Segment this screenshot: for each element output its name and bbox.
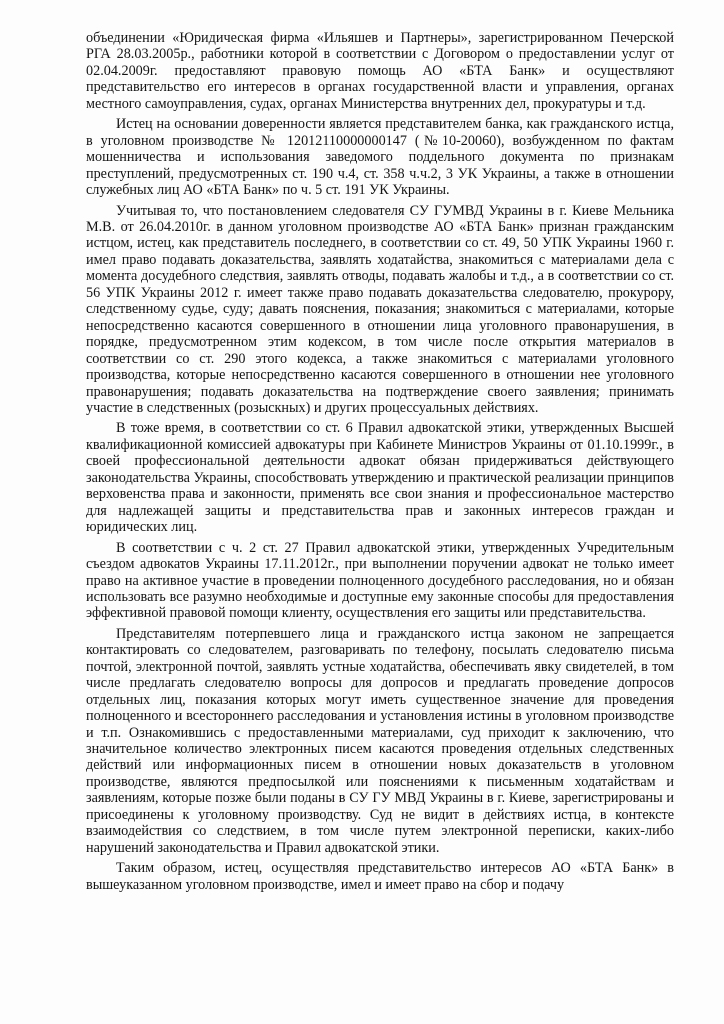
paragraph-civil-plaintiff-rights: Учитывая то, что постановлением следователя СУ ГУМВД Украины в г. Киеве Мельника М.В. от 26.04.2010г. в данном уголовном производстве АО «БТА Банк» признан гражданским истцом, истец, как представитель последнего, в соответствии со ст. 49, 50 УПК Украины 1960 г. имел право подавать доказательства, заявлять ходатайства, знакомиться с материалами дела с момента досудебного следствия, заявлять отводы, подавать жалобы и т.д., а в соответствии со ст. 56 УПК Украины 2012 г. имеет также право подавать доказательства следователю, прокурору, следственному судье, суду; давать пояснения, показания; знакомиться с материалами, которые непосредственно касаются совершенного в отношении лица уголовного правонарушения, в порядке, предусмотренном этим кодексом, в том числе после открытия материалов в соответствии со ст. 290 этого кодекса, а также знакомиться с материалами уголовного производства, которые непосредственно касаются совершенного в отношении нее уголовного правонарушения; подавать доказательства на подтверждение своего заявления; принимать участие в следственных (розыскных) и других процессуальных действиях. <box>86 202 674 416</box>
paragraph-representative-contacts: Представителям потерпевшего лица и гражданского истца законом не запрещается контактировать со следователем, разговаривать по телефону, посылать следователю письма почтой, электронной почтой, заявлять устные ходатайства, обеспечивать явку свидетелей, в том числе предлагать следователю вопросы для допросов и предлагать проведение допросов отдельных лиц, показания которых могут иметь существенное значение для проведения полноценного и всестороннего расследования и установления истины в уголовном производстве и т.п. Ознакомившись с предоставленными материалами, суд приходит к заключению, что значительное количество электронных писем касаются проведения отдельных следственных действий или информационных писем в отношении новых доказательств в уголовном производстве, являются предпосылкой или пояснениями к письменным ходатайствам и заявлениям, которые позже были поданы в СУ ГУ МВД Украины в г. Киеве, зарегистрированы и присоединены к уголовному производству. Суд не видит в действиях истца, в контексте взаимодействия со следствием, в том числе путем электронной переписки, каких-либо нарушений законодательства и Правил адвокатской этики. <box>86 625 674 856</box>
paragraph-ethics-rules-1999: В тоже время, в соответствии со ст. 6 Правил адвокатской этики, утвержденных Высшей квалификационной комиссией адвокатуры при Кабинете Министров Украины от 01.10.1999г., в своей профессиональной деятельности адвокат обязан придерживаться действующего законодательства Украины, способствовать утверждению и практической реализации принципов верховенства права и законности, применять все свои знания и профессиональное мастерство для надлежащей защиты и представительства прав и законных интересов граждан и юридических лиц. <box>86 420 674 536</box>
paragraph-conclusion: Таким образом, истец, осуществляя представительство интересов АО «БТА Банк» в вышеуказанном уголовном производстве, имел и имеет право на сбор и подачу <box>86 860 674 893</box>
paragraph-continuation: объединении «Юридическая фирма «Ильяшев и Партнеры», зарегистрированном Печерской РГА 28.03.2005р., работники которой в соответствии с Договором о предоставлении услуг от 02.04.2009г. предоставляют правовую помощь АО «БТА Банк» и осуществляют представительство его интересов в органах государственной власти и управления, органах местного самоуправления, судах, органах Министерства внутренних дел, прокуратуры и т.д. <box>86 30 674 112</box>
paragraph-plaintiff-power-of-attorney: Истец на основании доверенности является представителем банка, как гражданского истца, в уголовном производстве № 12012110000000147 (№10-20060), возбужденном по фактам мошенничества и использования заведомого поддельного документа по признакам преступлений, предусмотренных ст. 190 ч.4, ст. 358 ч.ч.2, 3 УК Украины, а также в отношении служебных лиц АО «БТА Банк» по ч. 5 ст. 191 УК Украины. <box>86 116 674 199</box>
paragraph-ethics-rules-2012: В соответствии с ч. 2 ст. 27 Правил адвокатской этики, утвержденных Учредительным съездом адвокатов Украины 17.11.2012г., при выполнении поручении адвокат не только имеет право на активное участие в проведении полноценного досудебного расследования, но и обязан использовать все разумно необходимые и доступные ему законные способы для предоставления эффективной правовой помощи клиенту, осуществления его защиты или представительства. <box>86 539 674 622</box>
